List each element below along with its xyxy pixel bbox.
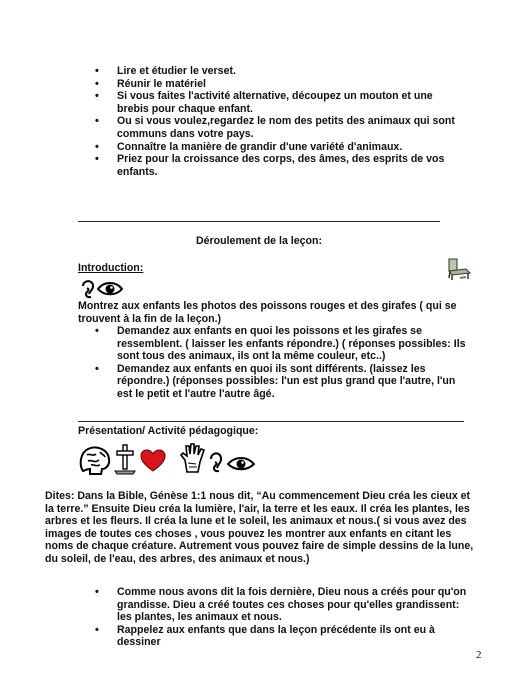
presentation-bullet: • Rappelez aux enfants que dans la leçon précédente ils ont eu à dessiner (95, 624, 475, 649)
cross-icon (112, 443, 138, 475)
introduction-bullet: • Demandez aux enfants en quoi ils sont différents. (laissez les répondre.) (réponses possibles: l'un est plus grand que l'autre, l'un est le petit et l'autre l'autre âgé. (95, 363, 468, 401)
eye-icon (227, 455, 255, 473)
objective-item: • Priez pour la croissance des corps, des âmes, des esprits de vos enfants. (95, 153, 455, 178)
objective-item: • Si vous faites l'activité alternative, découpez un mouton et une brebis pour chaque enfant. (95, 90, 455, 115)
introduction-heading: Introduction: (78, 262, 144, 274)
divider-line (78, 421, 464, 422)
presentation-heading: Présentation/ Activité pédagogique: (78, 425, 259, 437)
objectives-list (95, 65, 455, 178)
introduction-list (95, 325, 468, 401)
objective-item: • Ou si vous voulez,regardez le nom des petits des animaux qui sont communs dans votre pays. (95, 115, 455, 140)
presentation-bullet: • Comme nous avons dit la fois dernière, Dieu nous a créés pour qu'on grandisse. Dieu a créé toutes ces choses pour qu'elles grandissent: les plantes, les animaux et nous. (95, 586, 475, 624)
brain-icon (78, 445, 112, 475)
ear-icon (208, 449, 224, 473)
chair-icon (446, 257, 472, 281)
page-number: 2 (476, 649, 482, 661)
objective-item: • Lire et étudier le verset. (95, 65, 455, 78)
lesson-title: Déroulement de la leçon: (196, 235, 322, 247)
objective-item: • Réunir le matériel (95, 78, 455, 91)
heart-icon (140, 449, 166, 473)
introduction-bullet: • Demandez aux enfants en quoi les poissons et les girafes se ressemblent. ( laisser les enfants répondre.) ( réponses possibles: Ils sont tous des animaux, ils ont la même couleur, etc..) (95, 325, 468, 363)
introduction-text: Montrez aux enfants les photos des poissons rouges et des girafes ( qui se trouvent à la fin de la leçon.) (78, 300, 457, 325)
ear-icon (80, 277, 96, 299)
divider-line (78, 221, 440, 222)
hand-icon (179, 443, 205, 473)
presentation-text: Dites: Dans la Bible, Génèse 1:1 nous dit, “Au commencement Dieu créa les cieux et la terre.” Ensuite Dieu créa la lumière, l'air, la terre et les eaux. Il créa les plantes, les arbres et les fleurs. Il créa la lune et le soleil, les animaux et nous.( si vous avez des images de toutes ces choses , vous pouvez les montrer aux enfants en citant les noms de chaque créature. Autrement vous pouvez faire de simple dessins de la lune, du soleil, de l'eau, des arbres, des animaux et nous.) (45, 490, 474, 565)
presentation-list (95, 586, 475, 649)
objective-item: • Connaître la manière de grandir d'une variété d'animaux. (95, 141, 455, 154)
eye-icon (97, 280, 123, 298)
